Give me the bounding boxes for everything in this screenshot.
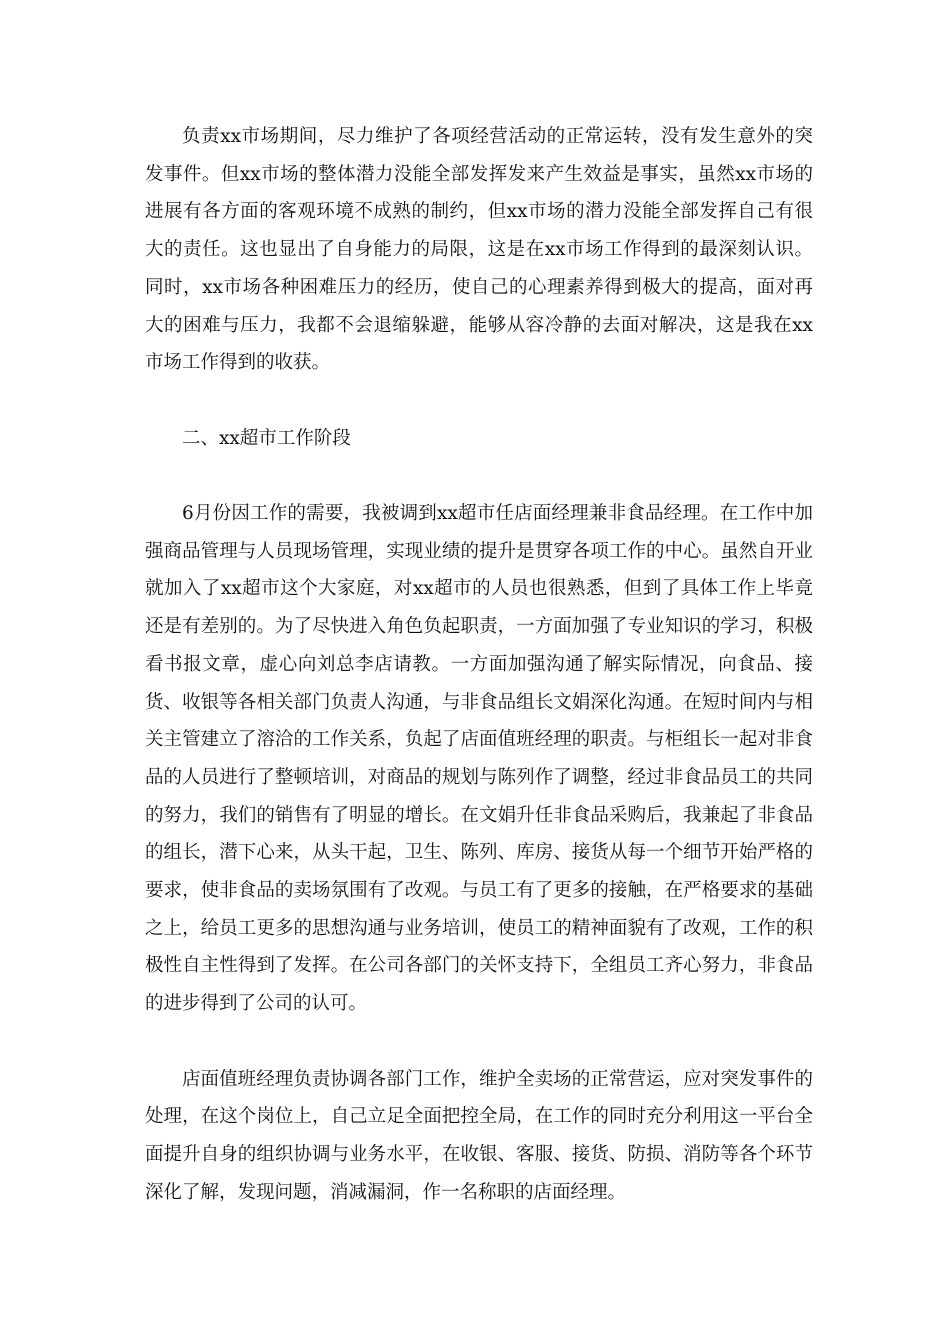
section-heading: 二、xx超市工作阶段 — [182, 427, 351, 449]
paragraph-market-period: 负责xx市场期间，尽力维护了各项经营活动的正常运转，没有发生意外的突发事件。但xx市场的整体潜力没能全部发挥发来产生效益是事实，虽然xx市场的进展有各方面的客观环境不成熟的制约，但xx市场的潜力没能全部发挥自己有很大的责任。这也显出了自身能力的局限，这是在xx市场工作得到的最深刻认识。同时，xx市场各种困难压力的经历，使自己的心理素养得到极大的提高，面对再大的困难与压力，我都不会退缩躲避，能够从容冷静的去面对解决，这是我在xx市场工作得到的收获。 — [145, 126, 813, 374]
paragraph-spacer — [145, 382, 813, 420]
paragraph-spacer — [145, 457, 813, 495]
document-body — [145, 118, 813, 1211]
paragraph-spacer — [145, 1023, 813, 1061]
paragraph-duty-manager: 店面值班经理负责协调各部门工作，维护全卖场的正常营运，应对突发事件的处理，在这个岗位上，自己立足全面把控全局，在工作的同时充分利用这一平台全面提升自身的组织协调与业务水平，在收银、客服、接货、防损、消防等各个环节深化了解，发现问题，消减漏洞，作一名称职的店面经理。 — [145, 1068, 813, 1203]
paragraph-supermarket-work: 6月份因工作的需要，我被调到xx超市任店面经理兼非食品经理。在工作中加强商品管理与人员现场管理，实现业绩的提升是贯穿各项工作的中心。虽然自开业就加入了xx超市这个大家庭，对xx超市的人员也很熟悉，但到了具体工作上毕竟还是有差别的。为了尽快进入角色负起职责，一方面加强了专业知识的学习，积极看书报文章，虚心向刘总李店请教。一方面加强沟通了解实际情况，向食品、接货、收银等各相关部门负责人沟通，与非食品组长文娟深化沟通。在短时间内与相关主管建立了溶洽的工作关系，负起了店面值班经理的职责。与柜组长一起对非食品的人员进行了整顿培训，对商品的规划与陈列作了调整，经过非食品员工的共同的努力，我们的销售有了明显的增长。在文娟升任非食品采购后，我兼起了非食品的组长，潜下心来，从头干起，卫生、陈列、库房、接货从每一个细节开始严格的要求，使非食品的卖场氛围有了改观。与员工有了更多的接触，在严格要求的基础之上，给员工更多的思想沟通与业务培训，使员工的精神面貌有了改观，工作的积极性自主性得到了发挥。在公司各部门的关怀支持下，全组员工齐心努力，非食品的进步得到了公司的认可。 — [145, 503, 813, 1015]
